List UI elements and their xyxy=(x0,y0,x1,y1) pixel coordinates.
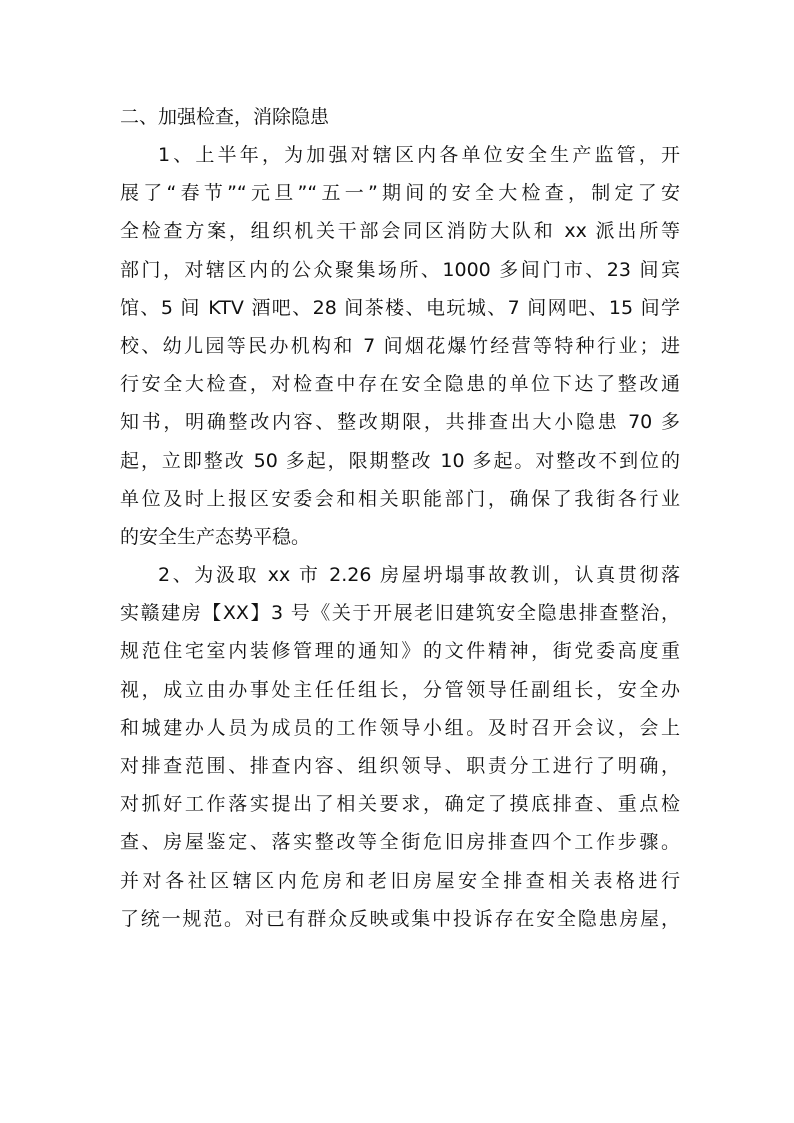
paragraph-line: 规范住宅室内装修管理的通知》的文件精神，街党委高度重 xyxy=(120,640,680,663)
paragraph-line: 对抓好工作落实提出了相关要求，确定了摸底排查、重点检 xyxy=(120,793,680,816)
paragraph-2 xyxy=(120,556,680,938)
document-body xyxy=(120,98,680,938)
paragraph-line: 起，立即整改 50 多起，限期整改 10 多起。对整改不到位的 xyxy=(120,449,680,472)
paragraph-line: 1、上半年，为加强对辖区内各单位安全生产监管，开 xyxy=(158,144,680,166)
paragraph-line: 部门，对辖区内的公众聚集场所、1000 多间门市、23 间宾 xyxy=(120,258,680,281)
paragraph-line: 全检查方案，组织机关干部会同区消防大队和 xx 派出所等 xyxy=(120,220,680,243)
paragraph-line: 校、幼儿园等民办机构和 7 间烟花爆竹经营等特种行业；进 xyxy=(120,334,680,357)
paragraph-line: 行安全大检查，对检查中存在安全隐患的单位下达了整改通 xyxy=(120,373,680,396)
paragraph-line: 视，成立由办事处主任任组长，分管领导任副组长，安全办 xyxy=(120,678,680,701)
section-heading: 二、加强检查，消除隐患 xyxy=(120,106,330,128)
paragraph-line: 单位及时上报区安委会和相关职能部门，确保了我街各行业 xyxy=(120,487,680,510)
paragraph-line: 2、为汲取 xx 市 2.26 房屋坍塌事故教训，认真贯彻落 xyxy=(158,564,680,587)
paragraph-line: 展了“春节”“元旦”“五一”期间的安全大检查，制定了安 xyxy=(120,182,680,205)
paragraph-line: 查、房屋鉴定、落实整改等全街危旧房排查四个工作步骤。 xyxy=(120,831,680,854)
paragraph-line: 对排查范围、排查内容、组织领导、职责分工进行了明确， xyxy=(120,755,680,777)
paragraph-line: 知书，明确整改内容、整改期限，共排查出大小隐患 70 多 xyxy=(120,411,680,434)
paragraph-line: 了统一规范。对已有群众反映或集中投诉存在安全隐患房屋， xyxy=(120,907,680,930)
paragraph-line: 并对各社区辖区内危房和老旧房屋安全排查相关表格进行 xyxy=(120,869,680,892)
paragraph-line: 馆、5 间 KTV 酒吧、28 间茶楼、电玩城、7 间网吧、15 间学 xyxy=(120,296,680,319)
paragraph-1 xyxy=(120,136,680,556)
paragraph-line: 实赣建房【XX】3 号《关于开展老旧建筑安全隐患排查整治， xyxy=(120,602,680,625)
paragraph-line: 的安全生产态势平稳。 xyxy=(120,525,311,548)
paragraph-line: 和城建办人员为成员的工作领导小组。及时召开会议，会上 xyxy=(120,716,680,739)
